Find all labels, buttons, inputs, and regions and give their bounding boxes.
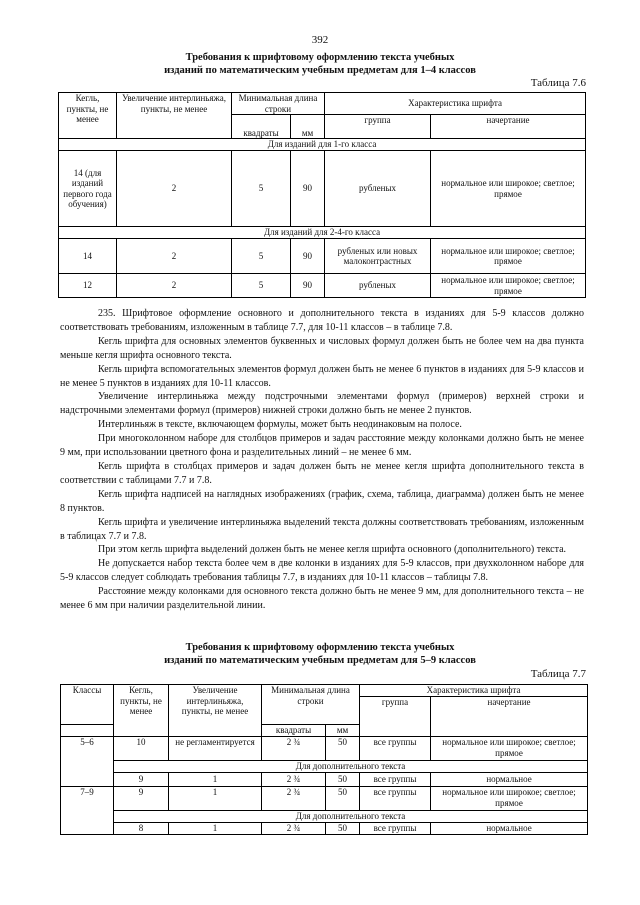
table-row-1b-spacing: 1 [169, 773, 262, 787]
table-row-2-size: 9 [114, 787, 169, 811]
paragraph: При этом кегль шрифта выделений должен быть не менее кегля шрифта основного (дополнительного) текста. [98, 544, 567, 556]
table-7-6-title-line2: изданий по математическим учебным предметам для 1–4 классов [164, 65, 476, 76]
paragraph: Кегль шрифта в столбцах примеров и задач должен быть не менее кегля шрифта дополнительного текста в соответствии с таблицами 7.7 и 7.8. [60, 460, 584, 486]
paragraph: 235. Шрифтовое оформление основного и дополнительного текста в изданиях для 5-9 классов должно соответствовать требованиям, изложенным в таблице 7.7, для 10-11 классов – в таблице 7.8. [60, 308, 584, 333]
table-row-2b-style: нормальное [431, 823, 588, 835]
header-font-char: Характеристика шрифта [325, 93, 586, 115]
section-additional-text: Для дополнительного текста [114, 761, 588, 773]
header-group: группа [325, 115, 431, 139]
header-classes-cont [61, 725, 114, 737]
table-row-1b-size: 9 [114, 773, 169, 787]
section-additional-text: Для дополнительного текста [114, 811, 588, 823]
table-7-7-title-line2: изданий по математическим учебным предметам для 5–9 классов [164, 655, 476, 666]
table-row-2-style: нормальное или широкое; светлое; прямое [431, 787, 588, 811]
table-row-2b-mm: 50 [326, 823, 360, 835]
table-row-2-spacing: 2 [117, 239, 232, 274]
section-grade-2-4: Для изданий для 2-4-го класса [59, 227, 586, 239]
header-size: Кегль, пункты, не менее [114, 685, 169, 737]
table-7-6-title [60, 51, 580, 77]
header-squares: квадраты [232, 115, 291, 139]
paragraph: Увеличение интерлиньяжа между подстрочными элементами формул (примеров) верхней строки и надстрочными элементами формул (примеров) нижней строки должно быть не менее 2 пунктов. [60, 391, 584, 417]
table-row-3-squares: 5 [232, 274, 291, 298]
table-row-3-group: рубленых [325, 274, 431, 298]
paragraph: Кегль шрифта для основных элементов буквенных и числовых формул должен быть не более чем на два пункта меньше кегля шрифта основного текста. [60, 335, 584, 361]
table-row-1-classes: 5–6 [61, 737, 114, 787]
table-7-7-title [60, 641, 580, 667]
table-7-7-title-line1: Требования к шрифтовому оформлению текста учебных [185, 642, 455, 653]
table-row-2-spacing: 1 [169, 787, 262, 811]
table-7-6-label: Таблица 7.6 [530, 77, 586, 89]
table-7-6-title-line1: Требования к шрифтовому оформлению текста учебных [185, 52, 455, 63]
table-row-3-mm: 90 [291, 274, 325, 298]
table-row-2-size: 14 [59, 239, 117, 274]
table-7-6 [58, 92, 586, 298]
table-row-1-spacing: не регламентируется [169, 737, 262, 761]
section-grade-1: Для изданий для 1-го класса [59, 139, 586, 151]
header-min-length: Минимальная длина строки [262, 685, 360, 725]
paragraph: Не допускается набор текста более чем в две колонки в изданиях для 5-9 классов, при двухколонном наборе для 5-9 классов следует соблюдать требования таблицы 7.7, в изданиях для 10-11 классов – таблицы 7.8. [60, 558, 584, 584]
header-group: группа [360, 697, 431, 737]
table-row-1-style: нормальное или широкое; светлое; прямое [431, 151, 586, 227]
table-7-7-label: Таблица 7.7 [530, 668, 586, 680]
header-squares: квадраты [262, 725, 326, 737]
table-row-1-spacing: 2 [117, 151, 232, 227]
table-row-1b-style: нормальное [431, 773, 588, 787]
table-row-1-group: рубленых [325, 151, 431, 227]
table-row-1-squares: 5 [232, 151, 291, 227]
header-size: Кегль, пункты, не менее [59, 93, 117, 139]
table-row-2-squares: 2 ¾ [262, 787, 326, 811]
table-row-2-style: нормальное или широкое; светлое; прямое [431, 239, 586, 274]
header-spacing: Увеличение интерлиньяжа, пункты, не менее [117, 93, 232, 139]
table-row-1b-squares: 2 ¾ [262, 773, 326, 787]
table-row-2-squares: 5 [232, 239, 291, 274]
paragraph: Кегль шрифта вспомогательных элементов формул должен быть не менее 6 пунктов в изданиях для 5-9 классов и не менее 5 пунктов в изданиях для 10-11 классов. [60, 363, 584, 389]
table-row-1-size: 10 [114, 737, 169, 761]
page-number: 392 [311, 34, 329, 46]
header-mm: мм [291, 115, 325, 139]
table-row-2-mm: 90 [291, 239, 325, 274]
paragraph: При многоколонном наборе для столбцов примеров и задач расстояние между колонками должно быть не менее 9 мм, при использовании цветного фона и разделительных линий – не менее 6 мм. [60, 433, 584, 459]
header-spacing: Увеличение интерлиньяжа, пункты, не менее [169, 685, 262, 737]
paragraph: Расстояние между колонками для основного текста должно быть не менее 9 мм, для дополнительного текста – не менее 6 мм при наличии разделительной линии. [60, 586, 584, 612]
table-row-2-mm: 50 [326, 787, 360, 811]
table-row-2-classes: 7–9 [61, 787, 114, 835]
table-row-2-group: рубленых или новых малоконтрастных [325, 239, 431, 274]
body-text [60, 307, 584, 613]
header-mm: мм [326, 725, 360, 737]
table-row-2b-squares: 2 ¾ [262, 823, 326, 835]
table-row-3-spacing: 2 [117, 274, 232, 298]
table-row-1-mm: 50 [326, 737, 360, 761]
paragraph: Кегль шрифта надписей на наглядных изображениях (график, схема, таблица, диаграмма) должен быть не менее 8 пунктов. [60, 488, 584, 514]
table-row-2b-spacing: 1 [169, 823, 262, 835]
table-row-1-squares: 2 ¾ [262, 737, 326, 761]
header-style: начертание [431, 115, 586, 139]
table-row-1-style: нормальное или широкое; светлое; прямое [431, 737, 588, 761]
table-7-7 [60, 684, 588, 835]
table-row-1-group: все группы [360, 737, 431, 761]
paragraph: Интерлиньяж в тексте, включающем формулы, может быть неодинаковым на полосе. [98, 419, 462, 431]
table-row-1-mm: 90 [291, 151, 325, 227]
header-classes: Классы [61, 685, 114, 725]
table-row-2-group: все группы [360, 787, 431, 811]
header-min-length: Минимальная длина строки [232, 93, 325, 115]
header-style: начертание [431, 697, 588, 737]
table-row-3-size: 12 [59, 274, 117, 298]
table-row-1-size: 14 (для изданий первого года обучения) [59, 151, 117, 227]
table-row-1b-group: все группы [360, 773, 431, 787]
paragraph: Кегль шрифта и увеличение интерлиньяжа выделений текста должны соответствовать требованиям, изложенным в таблицах 7.7 и 7.8. [60, 516, 584, 542]
table-row-2b-size: 8 [114, 823, 169, 835]
header-font-char: Характеристика шрифта [360, 685, 588, 697]
table-row-1b-mm: 50 [326, 773, 360, 787]
table-row-2b-group: все группы [360, 823, 431, 835]
table-row-3-style: нормальное или широкое; светлое; прямое [431, 274, 586, 298]
